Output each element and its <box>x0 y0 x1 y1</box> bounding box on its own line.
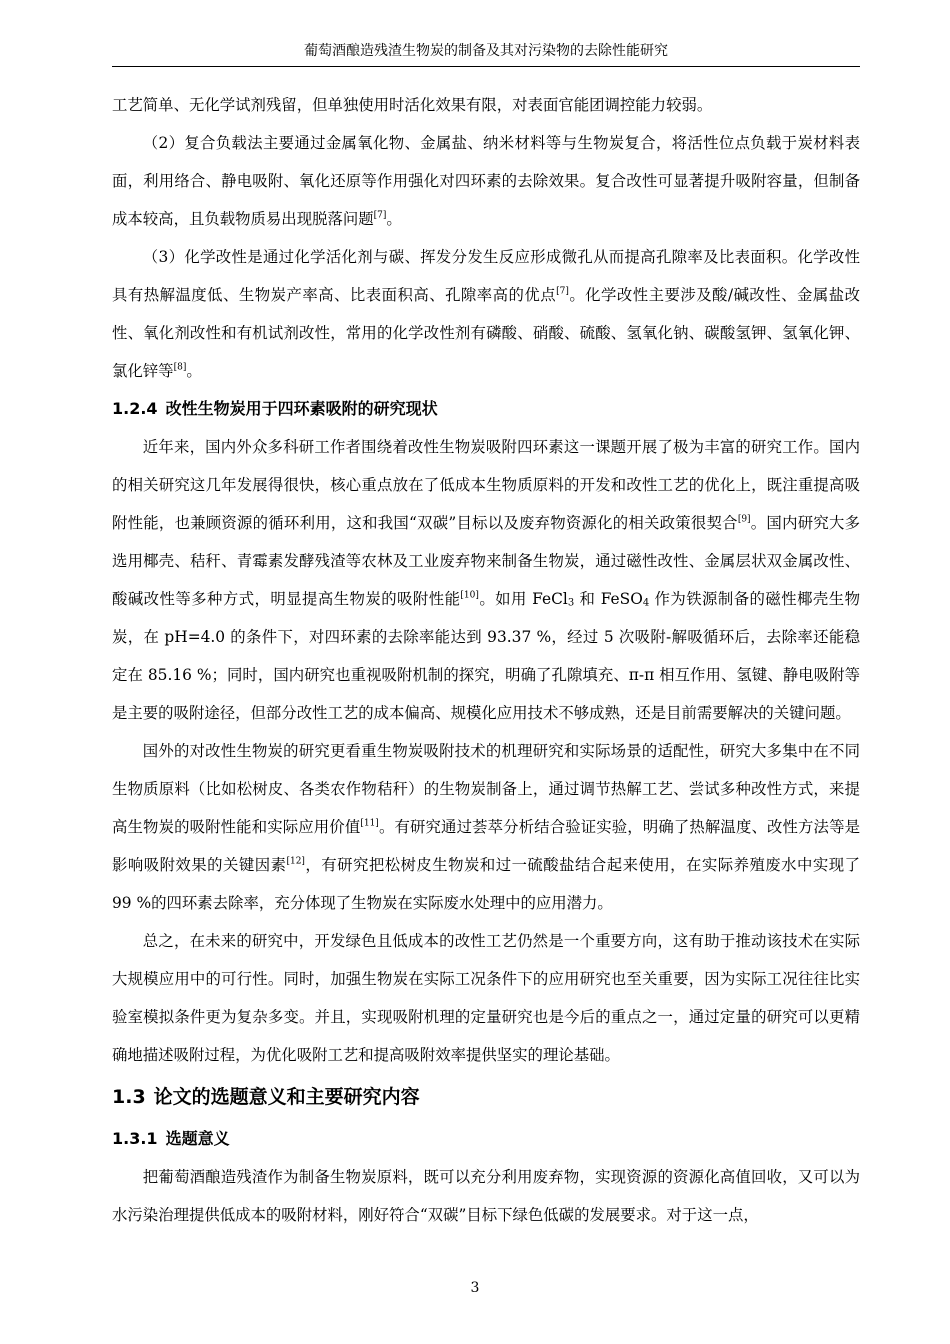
paragraph-summary: 总之，在未来的研究中，开发绿色且低成本的改性工艺仍然是一个重要方向，这有助于推动该技术在实际大规模应用中的可行性。同时，加强生物炭在实际工况条件下的应用研究也至关重要，因为实际工况往往比实验室模拟条件更为复杂多变。并且，实现吸附机理的定量研究也是今后的重点之一，通过定量的研究可以更精确地描述吸附过程，为优化吸附工艺和提高吸附效率提供坚实的理论基础。 <box>112 932 860 1064</box>
running-header <box>112 40 860 67</box>
paragraph-foreign-research: 国外的对改性生物炭的研究更看重生物炭吸附技术的机理研究和实际场景的适配性，研究大多集中在不同生物质原料（比如松树皮、各类农作物秸秆）的生物炭制备上，通过调节热解工艺、尝试多种改性方式，来提高生物炭的吸附性能和实际应用价值[11]。有研究通过荟萃分析结合验证实验，明确了热解温度、改性方法等是影响吸附效果的关键因素[12]，有研究把松树皮生物炭和过一硫酸盐结合起来使用，在实际养殖废水中实现了 99 %的四环素去除率，充分体现了生物炭在实际废水处理中的应用潜力。 <box>112 742 860 912</box>
section-heading-1-2-4: 1.2.4 改性生物炭用于四环素吸附的研究现状 <box>112 399 438 418</box>
paragraph-chemical-modification: （3）化学改性是通过化学活化剂与碳、挥发分发生反应形成微孔从而提高孔隙率及比表面积。化学改性具有热解温度低、生物炭产率高、比表面积高、孔隙率高的优点[7]。化学改性主要涉及酸/碱改性、金属盐改性、氧化剂改性和有机试剂改性，常用的化学改性剂有磷酸、硝酸、硫酸、氢氧化钠、碳酸氢钾、氢氧化钾、氯化锌等[8]。 <box>112 248 860 380</box>
page-body <box>112 86 860 1234</box>
section-heading-1-3-1: 1.3.1 选题意义 <box>112 1129 230 1148</box>
paragraph-domestic-research: 近年来，国内外众多科研工作者围绕着改性生物炭吸附四环素这一课题开展了极为丰富的研究工作。国内的相关研究这几年发展得很快，核心重点放在了低成本生物质原料的开发和改性工艺的优化上，既注重提高吸附性能，也兼顾资源的循环利用，这和我国“双碳”目标以及废弃物资源化的相关政策很契合[9]。国内研究大多选用椰壳、秸秆、青霉素发酵残渣等农林及工业废弃物来制备生物炭，通过磁性改性、金属层状双金属改性、酸碱改性等多种方式，明显提高生物炭的吸附性能[10]。如用 FeCl$_3$ 和 FeSO$_4$ 作为铁源制备的磁性椰壳生物炭，在 pH=4.0 的条件下，对四环素的去除率能达到 93.37 %，经过 5 次吸附-解吸循环后，去除率还能稳定在 85.16 %；同时，国内研究也重视吸附机制的探究，明确了孔隙填充、π-π 相互作用、氢键、静电吸附等是主要的吸附途径，但部分改性工艺的成本偏高、规模化应用技术不够成熟，还是目前需要解决的关键问题。 <box>112 438 860 722</box>
citation: [8] <box>173 362 187 373</box>
page-number: 3 <box>470 1280 480 1296</box>
running-header-title: 葡萄酒酿造残渣生物炭的制备及其对污染物的去除性能研究 <box>304 43 668 59</box>
citation: [10] <box>460 590 479 601</box>
paragraph-continued: 工艺简单、无化学试剂残留，但单独使用时活化效果有限，对表面官能团调控能力较弱。 <box>112 96 713 114</box>
citation: [7] <box>556 286 569 297</box>
citation: [7] <box>373 210 387 221</box>
paragraph-composite-loading: （2）复合负载法主要通过金属氧化物、金属盐、纳米材料等与生物炭复合，将活性位点负载于炭材料表面，利用络合、静电吸附、氧化还原等作用强化对四环素的去除效果。复合改性可显著提升吸附容量，但制备成本较高，且负载物质易出现脱落问题[7]。 <box>112 134 860 228</box>
section-heading-1-3: 1.3 论文的选题意义和主要研究内容 <box>112 1086 420 1108</box>
paragraph-topic-significance: 把葡萄酒酿造残渣作为制备生物炭原料，既可以充分利用废弃物，实现资源的资源化高值回收，又可以为水污染治理提供低成本的吸附材料，刚好符合“双碳”目标下绿色低碳的发展要求。对于这一点， <box>112 1168 860 1224</box>
citation: [11] <box>360 818 379 829</box>
citation: [9] <box>737 514 751 525</box>
citation: [12] <box>286 856 305 867</box>
